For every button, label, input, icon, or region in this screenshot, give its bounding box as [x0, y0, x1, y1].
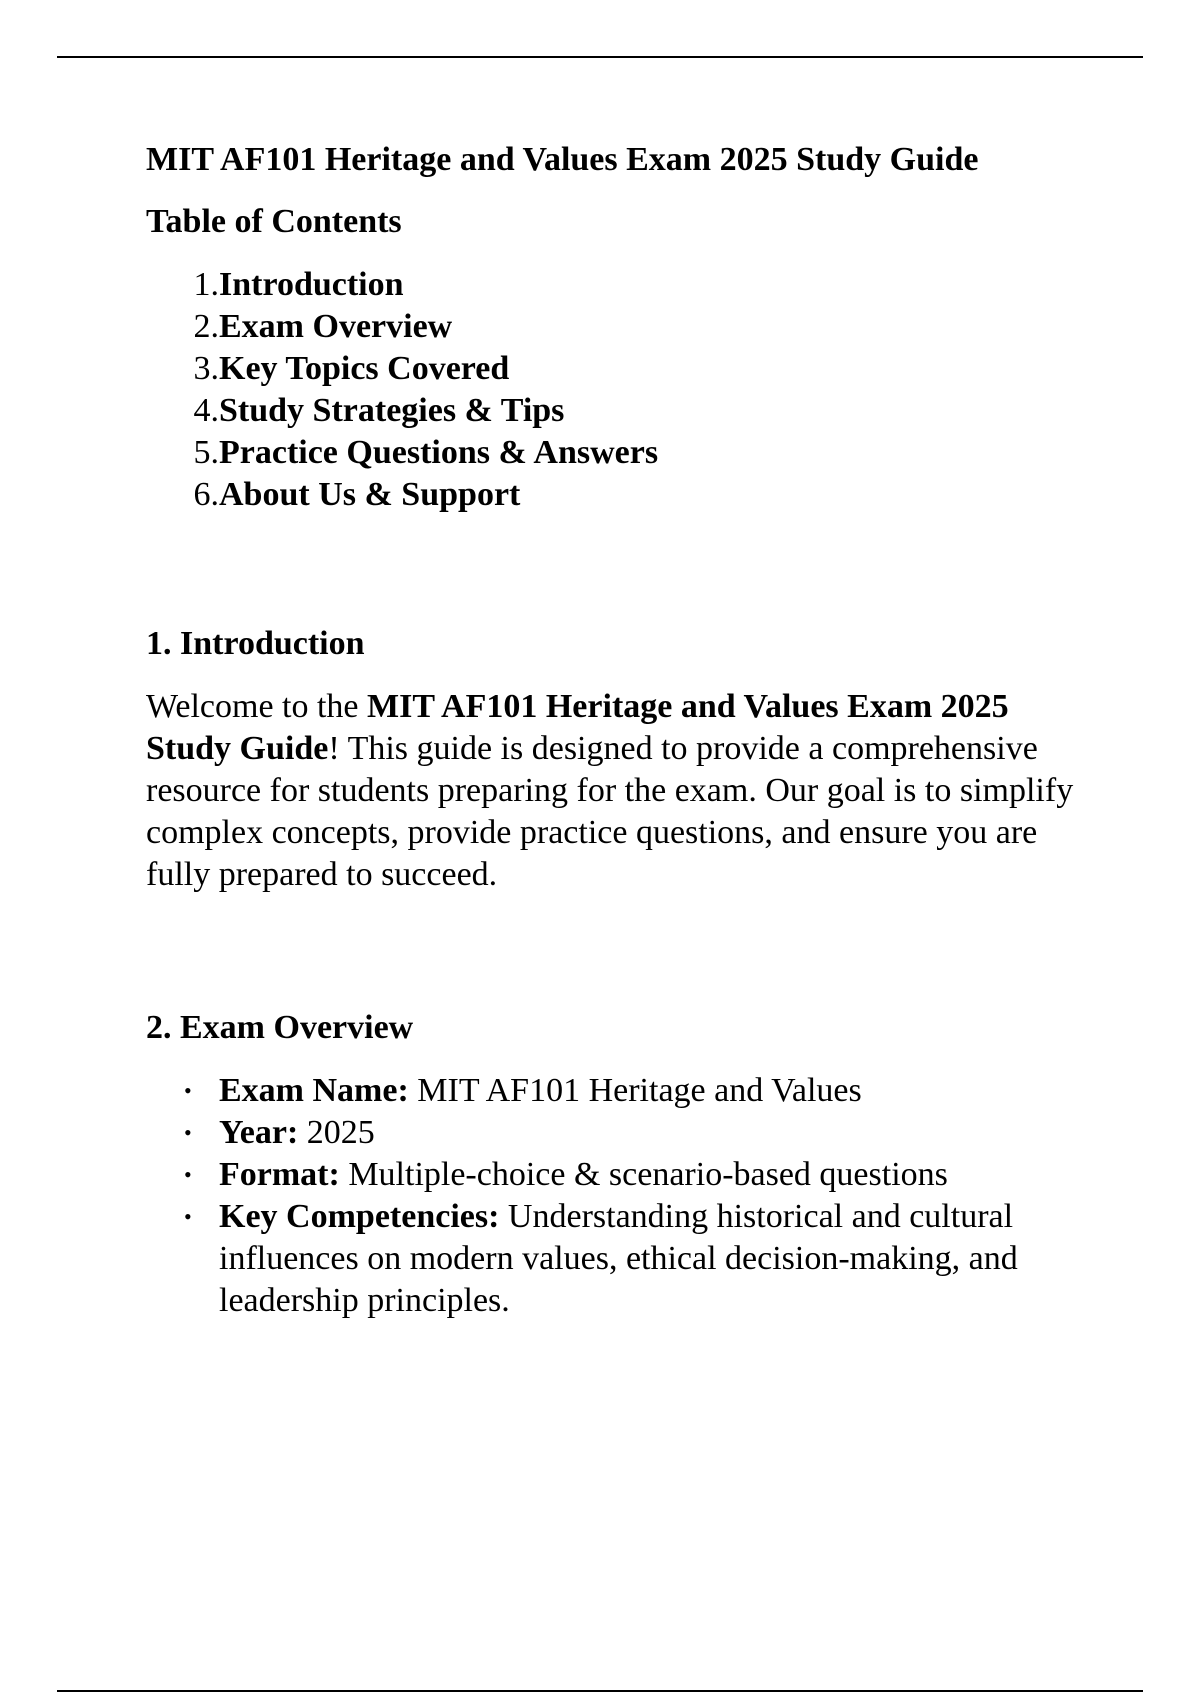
toc-item-label: Key Topics Covered — [219, 350, 510, 387]
toc-item-introduction[interactable] — [146, 264, 1146, 306]
toc-item-number: 1. — [193, 266, 219, 303]
bullet-icon: • — [184, 1162, 192, 1187]
bullet-icon: • — [184, 1120, 192, 1145]
top-divider — [57, 56, 1143, 58]
item-value: Understanding historical and cultural influences on modern values, ethical decision-making, and leadership principles. — [219, 1198, 1018, 1319]
document-title: MIT AF101 Heritage and Values Exam 2025 Study Guide — [146, 141, 979, 178]
exam-overview-list — [146, 1070, 1146, 1322]
item-key: Year: — [219, 1114, 299, 1151]
toc-item-label: Introduction — [219, 266, 404, 303]
toc-item-number: 2. — [193, 308, 219, 345]
item-value: 2025 — [298, 1114, 375, 1151]
toc-item-number: 4. — [193, 392, 219, 429]
item-value: MIT AF101 Heritage and Values — [408, 1072, 862, 1109]
intro-guide-name: MIT AF101 Heritage and Values Exam 2025 Study Guide — [146, 688, 1009, 767]
intro-body-text: ! This guide is designed to provide a comprehensive resource for students preparing for the exam. Our goal is to simplify complex concepts, provide practice questions, and ensure you are fully prepared to succeed. — [146, 730, 1074, 893]
list-item — [146, 1196, 1099, 1322]
toc-item-exam-overview[interactable] — [146, 306, 1146, 348]
introduction-heading: 1. Introduction — [146, 625, 365, 662]
bullet-icon: • — [184, 1078, 192, 1103]
toc-item-practice-questions[interactable] — [146, 432, 1146, 474]
toc-item-label: About Us & Support — [219, 476, 521, 513]
list-item — [146, 1154, 1099, 1196]
item-value: Multiple-choice & scenario-based questions — [339, 1156, 948, 1193]
toc-item-number: 6. — [193, 476, 219, 513]
toc-item-label: Study Strategies & Tips — [219, 392, 565, 429]
bullet-icon: • — [184, 1204, 192, 1229]
toc-item-about-us[interactable] — [146, 474, 1146, 516]
toc-item-label: Practice Questions & Answers — [219, 434, 659, 471]
toc-item-key-topics[interactable] — [146, 348, 1146, 390]
toc-item-number: 3. — [193, 350, 219, 387]
exam-overview-heading: 2. Exam Overview — [146, 1009, 414, 1046]
list-item — [146, 1112, 1099, 1154]
intro-lead-text: Welcome to the — [146, 688, 368, 725]
document-body — [146, 140, 1146, 1322]
item-key: Key Competencies: — [219, 1198, 500, 1235]
toc-item-number: 5. — [193, 434, 219, 471]
item-key: Exam Name: — [219, 1072, 409, 1109]
toc-item-study-strategies[interactable] — [146, 390, 1146, 432]
toc-item-label: Exam Overview — [219, 308, 453, 345]
item-key: Format: — [219, 1156, 340, 1193]
bottom-divider — [57, 1690, 1143, 1692]
table-of-contents — [146, 264, 1146, 516]
introduction-paragraph — [146, 686, 1086, 896]
list-item — [146, 1070, 1099, 1112]
toc-heading: Table of Contents — [146, 203, 402, 240]
